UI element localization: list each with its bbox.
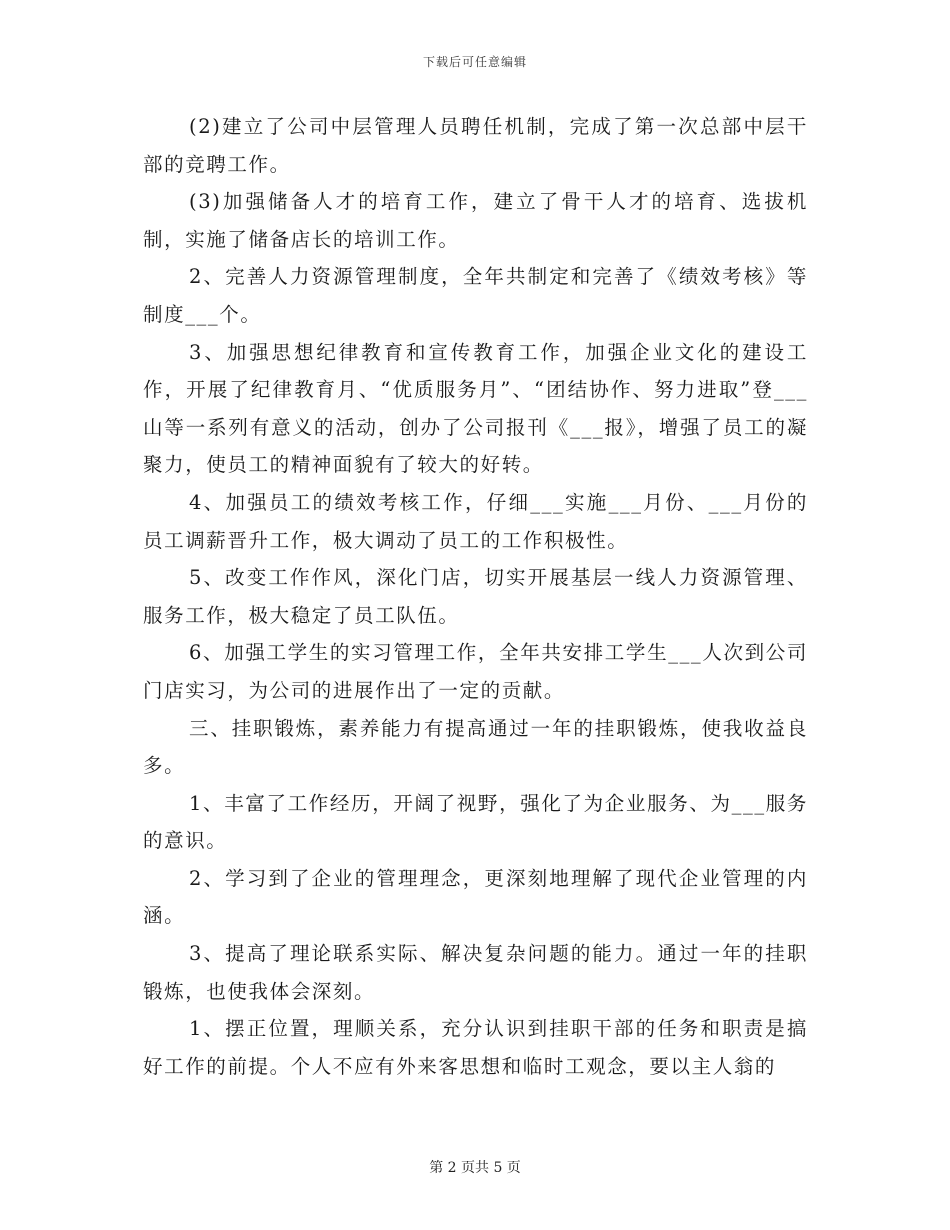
page-number: 第 2 页共 5 页 bbox=[429, 1160, 521, 1176]
page-header-note: 下载后可任意编辑 bbox=[422, 55, 527, 69]
paragraph-item-4: 4、加强员工的绩效考核工作，仔细___实施___月份、___月份的员工调薪晋升工作，极大调动了员工的工作积极性。 bbox=[143, 490, 808, 552]
paragraph-gain-1: 1、丰富了工作经历，开阔了视野，强化了为企业服务、为___服务的意识。 bbox=[143, 791, 808, 853]
paragraph-gain-3: 3、提高了理论联系实际、解决复杂问题的能力。通过一年的挂职锻炼，也使我体会深刻。 bbox=[143, 942, 808, 1003]
paragraph-item-5: 5、改变工作作风，深化门店，切实开展基层一线人力资源管理、服务工作，极大稳定了员工队伍。 bbox=[143, 566, 808, 627]
paragraph-gain-2: 2、学习到了企业的管理理念，更深刻地理解了现代企业管理的内涵。 bbox=[143, 866, 808, 928]
document-body bbox=[143, 108, 808, 1085]
paragraph-item-6: 6、加强工学生的实习管理工作，全年共安排工学生___人次到公司门店实习，为公司的进展作出了一定的贡献。 bbox=[143, 641, 808, 702]
paragraph-insight-1: 1、摆正位置，理顺关系，充分认识到挂职干部的任务和职责是搞好工作的前提。个人不应有外来客思想和临时工观念，要以主人翁的 bbox=[143, 1017, 808, 1078]
paragraph-item-2: 2、完善人力资源管理制度，全年共制定和完善了《绩效考核》等制度___个。 bbox=[143, 265, 808, 326]
paragraph-2-3: (3)加强储备人才的培育工作，建立了骨干人才的培育、选拔机制，实施了储备店长的培训工作。 bbox=[143, 190, 808, 251]
section-three-heading: 三、挂职锻炼，素养能力有提高通过一年的挂职锻炼，使我收益良多。 bbox=[143, 716, 808, 778]
paragraph-item-3: 3、加强思想纪律教育和宣传教育工作，加强企业文化的建设工作，开展了纪律教育月、“优质服务月”、“团结协作、努力进取”登___山等一系列有意义的活动，创办了公司报刊《___报》，增强了员工的凝聚力，使员工的精神面貌有了较大的好转。 bbox=[143, 340, 808, 477]
paragraph-2-2: (2)建立了公司中层管理人员聘任机制，完成了第一次总部中层干部的竞聘工作。 bbox=[143, 115, 808, 176]
